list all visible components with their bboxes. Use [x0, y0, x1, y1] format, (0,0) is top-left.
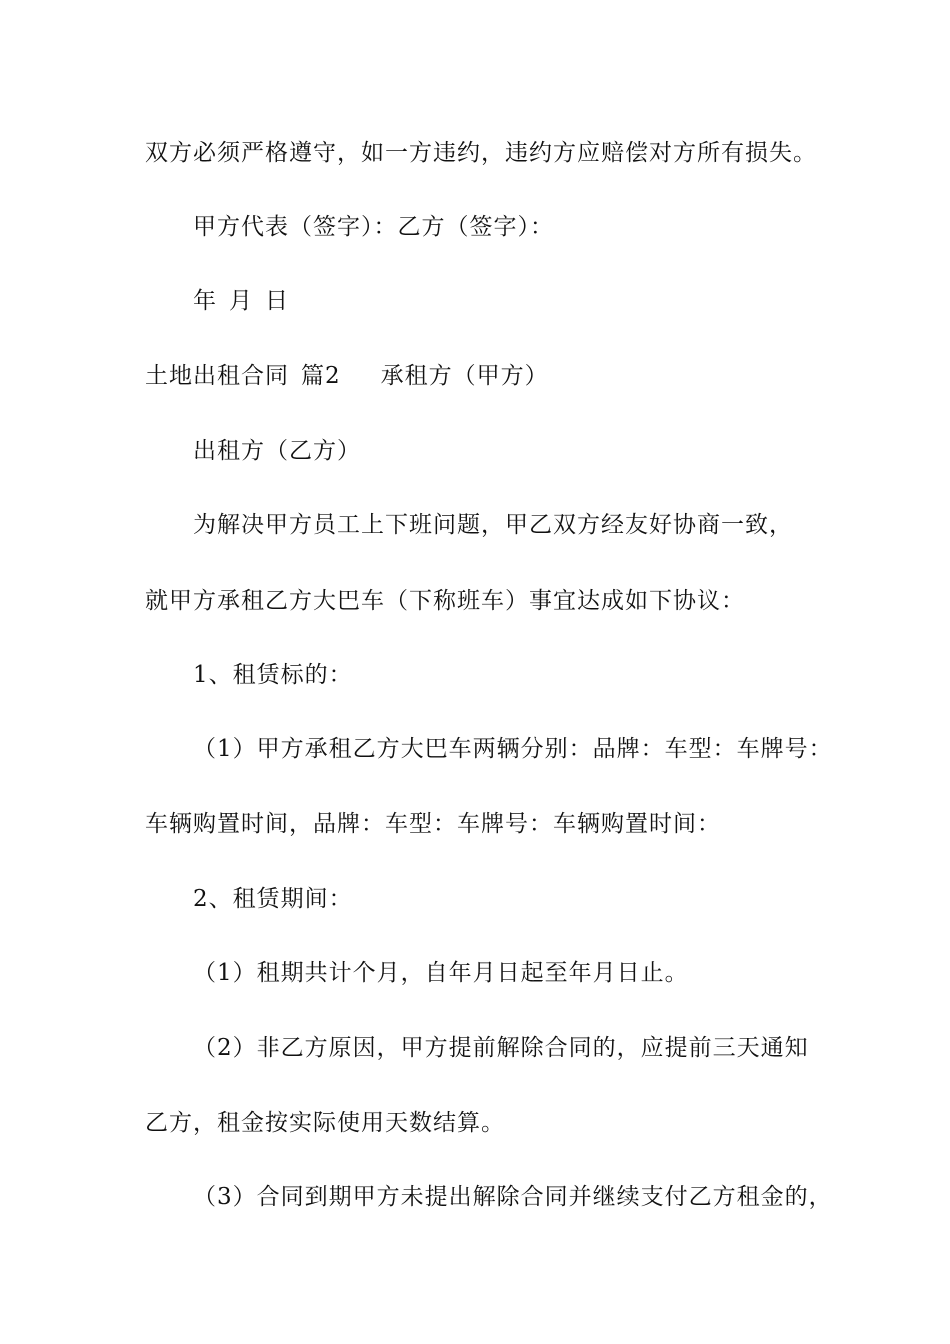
- text-line-clause-1-1b: 车辆购置时间，品牌：车型：车牌号：车辆购置时间：: [145, 811, 721, 837]
- date-day: 日: [265, 288, 289, 314]
- text-line-clause-1: 1、租赁标的：: [193, 662, 353, 688]
- date-year: 年: [193, 288, 217, 314]
- text-line-clause-2-2a: （2）非乙方原因，甲方提前解除合同的，应提前三天通知: [193, 1035, 809, 1061]
- text-line-clause-2-1: （1）租期共计个月，自年月日起至年月日止。: [193, 960, 689, 986]
- date-month: 月: [229, 288, 253, 314]
- text-line-breach: 双方必须严格遵守，如一方违约，违约方应赔偿对方所有损失。: [145, 140, 817, 166]
- text-line-purpose-2: 就甲方承租乙方大巴车（下称班车）事宜达成如下协议：: [145, 588, 745, 614]
- text-line-clause-2: 2、租赁期间：: [193, 886, 353, 912]
- text-line-lessor: 出租方（乙方）: [193, 438, 361, 464]
- section-title: 土地出租合同: [145, 363, 289, 389]
- text-line-section-heading: [145, 361, 840, 391]
- text-line-clause-1-1a: （1）甲方承租乙方大巴车两辆分别：品牌：车型：车牌号：: [193, 736, 833, 762]
- text-line-purpose-1: 为解决甲方员工上下班问题，甲乙双方经友好协商一致，: [193, 512, 793, 538]
- text-line-signatures: 甲方代表（签字）：乙方（签字）：: [193, 214, 554, 240]
- section-number: 篇2: [301, 363, 341, 389]
- text-line-clause-2-2b: 乙方，租金按实际使用天数结算。: [145, 1110, 505, 1136]
- text-line-date: [193, 286, 840, 316]
- lessee-label: 承租方（甲方）: [380, 363, 549, 389]
- text-line-clause-2-3: （3）合同到期甲方未提出解除合同并继续支付乙方租金的，: [193, 1184, 833, 1210]
